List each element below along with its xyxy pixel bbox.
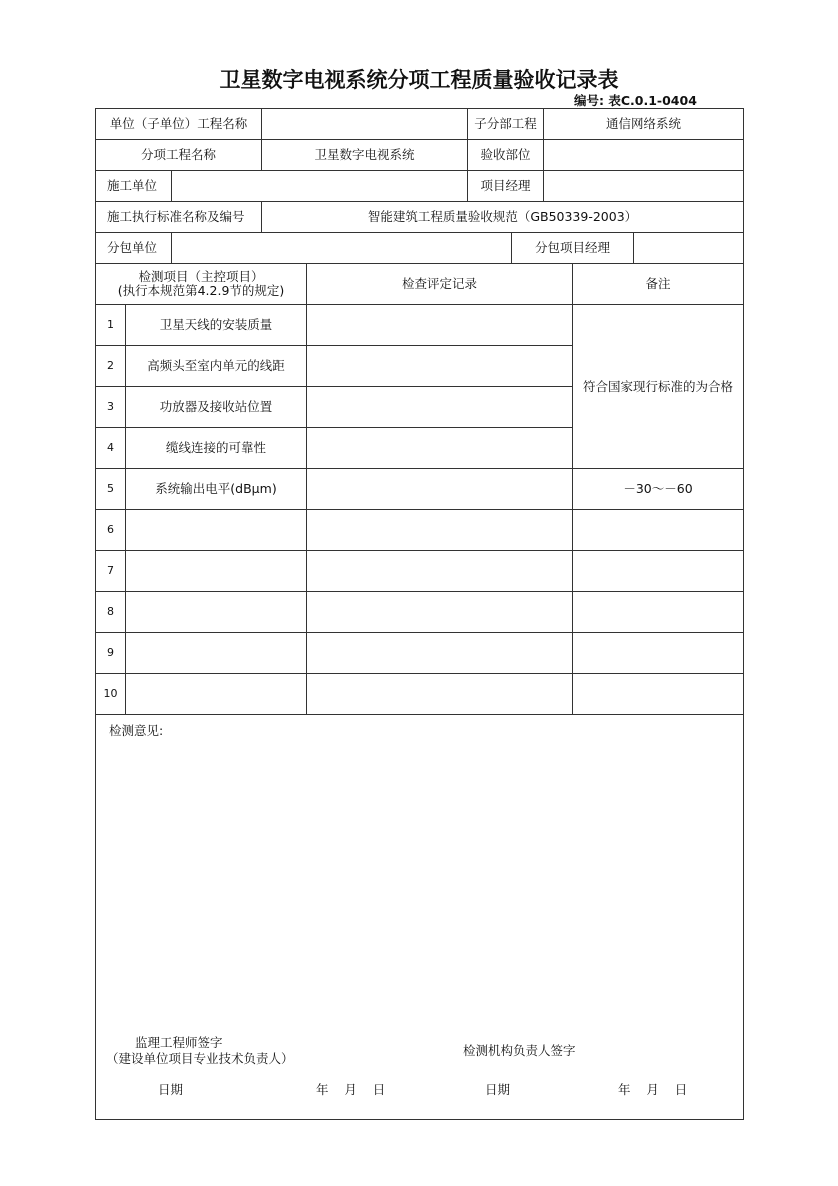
date-label-left: 日期 (158, 1082, 184, 1097)
row-record-field[interactable] (306, 345, 573, 387)
standard-field[interactable]: 智能建筑工程质量验收规范（GB50339-2003） (261, 201, 744, 233)
supervisor-sub-label: （建设单位项目专业技术负责人） (106, 1051, 294, 1066)
row-item-name: 高频头至室内单元的线距 (125, 345, 307, 387)
subcontractor-label: 分包单位 (95, 232, 172, 264)
header-record: 检查评定记录 (306, 263, 573, 305)
row-remark-field[interactable] (572, 591, 744, 633)
row-item-name: 系统输出电平(dBμm) (125, 468, 307, 510)
pm-label: 项目经理 (467, 170, 544, 202)
contractor-label: 施工单位 (95, 170, 172, 202)
row-remark-field[interactable] (572, 632, 744, 674)
date-field-right[interactable]: 年 月 日 (618, 1082, 688, 1097)
row-record-field[interactable] (306, 386, 573, 428)
header-item-line1: 检测项目（主控项目） (138, 269, 264, 284)
remark-row-5: －30～－60 (572, 468, 744, 510)
row-record-field[interactable] (306, 673, 573, 715)
date-label-right: 日期 (485, 1082, 511, 1097)
row-item-name: 缆线连接的可靠性 (125, 427, 307, 469)
contractor-field[interactable] (171, 170, 468, 202)
row-number: 1 (95, 304, 126, 346)
row-record-field[interactable] (306, 632, 573, 674)
subcontractor-field[interactable] (171, 232, 512, 264)
row-number: 10 (95, 673, 126, 715)
row-number: 2 (95, 345, 126, 387)
unit-label: 单位（子单位）工程名称 (95, 108, 262, 140)
row-remark-field[interactable] (572, 509, 744, 551)
row-number: 4 (95, 427, 126, 469)
row-item-name (125, 591, 307, 633)
row-item-name (125, 550, 307, 592)
row-record-field[interactable] (306, 427, 573, 469)
form-title: 卫星数字电视系统分项工程质量验收记录表 (219, 68, 619, 92)
remark-rows-1-4: 符合国家现行标准的为合格 (572, 304, 744, 469)
row-item-name (125, 632, 307, 674)
row-number: 8 (95, 591, 126, 633)
row-item-name: 卫星天线的安装质量 (125, 304, 307, 346)
row-record-field[interactable] (306, 468, 573, 510)
form-code: 编号: 表C.0.1-0404 (574, 93, 697, 108)
opinion-label: 检测意见: (109, 723, 164, 738)
sub-division-label: 子分部工程 (467, 108, 544, 140)
item-field[interactable]: 卫星数字电视系统 (261, 139, 468, 171)
header-item (95, 263, 307, 305)
row-item-name (125, 673, 307, 715)
supervisor-sign-label: 监理工程师签字 (135, 1035, 223, 1050)
pm-field[interactable] (543, 170, 744, 202)
sub-pm-label: 分包项目经理 (511, 232, 634, 264)
header-item-line2: (执行本规范第4.2.9节的规定) (117, 283, 285, 298)
row-number: 7 (95, 550, 126, 592)
item-label: 分项工程名称 (95, 139, 262, 171)
sub-division-field[interactable]: 通信网络系统 (543, 108, 744, 140)
unit-field[interactable] (261, 108, 468, 140)
standard-label: 施工执行标准名称及编号 (95, 201, 262, 233)
accept-part-label: 验收部位 (467, 139, 544, 171)
row-number: 3 (95, 386, 126, 428)
sub-pm-field[interactable] (633, 232, 744, 264)
row-record-field[interactable] (306, 550, 573, 592)
row-item-name (125, 509, 307, 551)
header-remark: 备注 (572, 263, 744, 305)
accept-part-field[interactable] (543, 139, 744, 171)
row-record-field[interactable] (306, 591, 573, 633)
date-field-left[interactable]: 年 月 日 (316, 1082, 386, 1097)
row-record-field[interactable] (306, 304, 573, 346)
row-record-field[interactable] (306, 509, 573, 551)
row-number: 9 (95, 632, 126, 674)
agency-sign-label: 检测机构负责人签字 (463, 1043, 576, 1058)
row-number: 6 (95, 509, 126, 551)
row-remark-field[interactable] (572, 673, 744, 715)
row-item-name: 功放器及接收站位置 (125, 386, 307, 428)
row-number: 5 (95, 468, 126, 510)
row-remark-field[interactable] (572, 550, 744, 592)
